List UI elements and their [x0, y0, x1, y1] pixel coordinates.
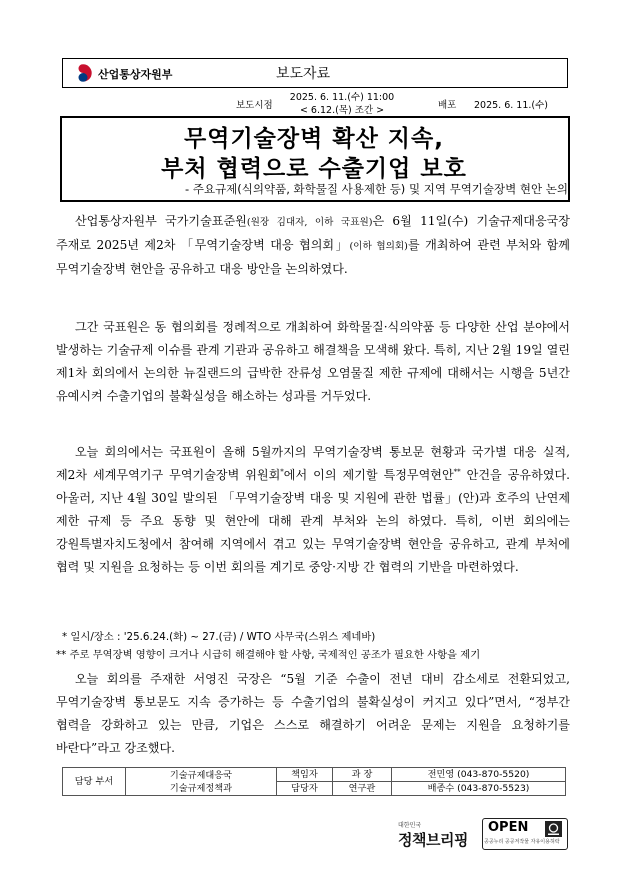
policy-briefing-logo	[398, 820, 468, 850]
brief-small-text: 대한민국	[398, 822, 422, 829]
title-1: 과 장	[333, 768, 392, 782]
distribution-label: 배포	[438, 100, 457, 111]
p3-text-c: 안건을 공유하였다. 아울러, 지난 4월 30일 발의된 「무역기술장벽 대응 및 지원에 관한 법률」(안)과 호주의 난연제 제한 규제 등 주요 동향 및 현안에 대해 관계 부처와 논의 하였다. 특히, 이번 회의에는 강원특별자치도청에서 참여해 지역에서 겪고 있는 무역기술장벽 현안을 공유하고, 관계 부처에 협력 및 지원을 요청하는 등 이번 회의를 계기로 중앙·지방 간 협력의 기반을 마련하였다.	[56, 468, 570, 574]
footnote-2: ** 주로 무역장벽 영향이 크거나 시급히 해결해야 할 사항, 국제적인 공조가 필요한 사항을 제기	[56, 649, 481, 661]
p1-text-b: 은 6월 11일(수) 기술규제대응국장 주재로 2025년 제2차 「무역기술장벽 대응 협의회」	[56, 214, 570, 252]
release-embargo: < 6.12.(목) 조간 >	[299, 105, 385, 116]
footnote-mark-1: *	[280, 468, 284, 476]
release-time-label: 보도시점	[236, 100, 273, 111]
paragraph-1	[56, 210, 570, 281]
p1-text-c: 를 개최하여 관련 부처와 함께 무역기술장벽 현안을 공유하고 대응 방안을 논의하였다.	[56, 238, 570, 276]
p3-text-a: 오늘 회의에서는 국표원이 올해 5월까지의 무역기술장벽 통보문 현황과 국가별 대응 실적, 제2차 세계무역기구 무역기술장벽 위원회	[56, 445, 570, 482]
paragraph-4	[56, 668, 570, 760]
p4-text: 오늘 회의를 주재한 서영진 국장은 “5월 기준 수출이 전년 대비 감소세로 전환되었고, 무역기술장벽 통보문도 지속 증가하는 등 수출기업의 불확실성이 커지고 있다”면서, “정부간 협력을 강화하고 있는 만큼, 기업은 스스로 해결하기 어려운 문제는 지원을 요청하기를 바란다”라고 강조했다.	[56, 672, 570, 755]
taegeuk-logo-icon	[72, 62, 94, 84]
p2-text: 그간 국표원은 동 협의회를 정례적으로 개최하여 화학물질·식의약품 등 다양한 산업 분야에서 발생하는 기술규제 이슈를 관계 기관과 공유하고 해결책을 모색해 왔다. 특히, 지난 2월 19일 열린 제1차 회의에서 논의한 뉴질랜드의 급박한 잔류성 오염물질 제한 규제에 대해서는 시행을 5년간 유예시켜 수출기업의 불확실성을 해소하는 성과를 거두었다.	[56, 320, 570, 403]
paragraph-2	[56, 316, 570, 408]
dept-names	[126, 768, 277, 796]
open-small-text: 공공누리 공공저작물 자유이용허락	[484, 839, 560, 845]
dept-label: 담당 부서	[63, 768, 126, 796]
org-name: 산업통상자원부	[98, 68, 173, 81]
person-2: 배종수 (043-870-5523)	[392, 782, 566, 796]
headline-line2: 부처 협력으로 수출기업 보호	[161, 156, 467, 182]
license-type-icon	[545, 821, 562, 837]
contact-table	[62, 767, 566, 796]
p1-text-a: 산업통상자원부 국가기술표준원	[75, 214, 247, 228]
open-label: OPEN	[488, 820, 529, 835]
p3-text-b: 에서 이의 제기할 특정무역현안	[283, 468, 454, 482]
distribution-date: 2025. 6. 11.(수)	[474, 100, 548, 111]
person-1: 전민영 (043-870-5520)	[392, 768, 566, 782]
dept-name-1: 기술규제대응국	[169, 769, 233, 781]
p1-paren-1: (원장 김대자, 이하 국표원)	[246, 217, 373, 228]
footnote-1: * 일시/장소 : '25.6.24.(화) ~ 27.(금) / WTO 사무국(스위스 제네바)	[62, 631, 376, 643]
title-2: 연구관	[333, 782, 392, 796]
p1-paren-2: (이하 협의회)	[349, 241, 408, 252]
role-2: 담당자	[277, 782, 333, 796]
dept-name-2: 기술규제정책과	[169, 782, 233, 794]
footnote-mark-2: **	[453, 468, 461, 476]
role-1: 책임자	[277, 768, 333, 782]
subtitle: - 주요규제(식의약품, 화학물질 사용제한 등) 및 지역 무역기술장벽 현안 논의	[185, 182, 568, 196]
paragraph-3	[56, 441, 570, 579]
release-time-value: 2025. 6. 11.(수) 11:00	[289, 92, 395, 103]
doc-type: 보도자료	[276, 66, 331, 82]
headline-line1: 무역기술장벽 확산 지속,	[184, 126, 444, 152]
brief-main-text: 정책브리핑	[398, 831, 468, 849]
